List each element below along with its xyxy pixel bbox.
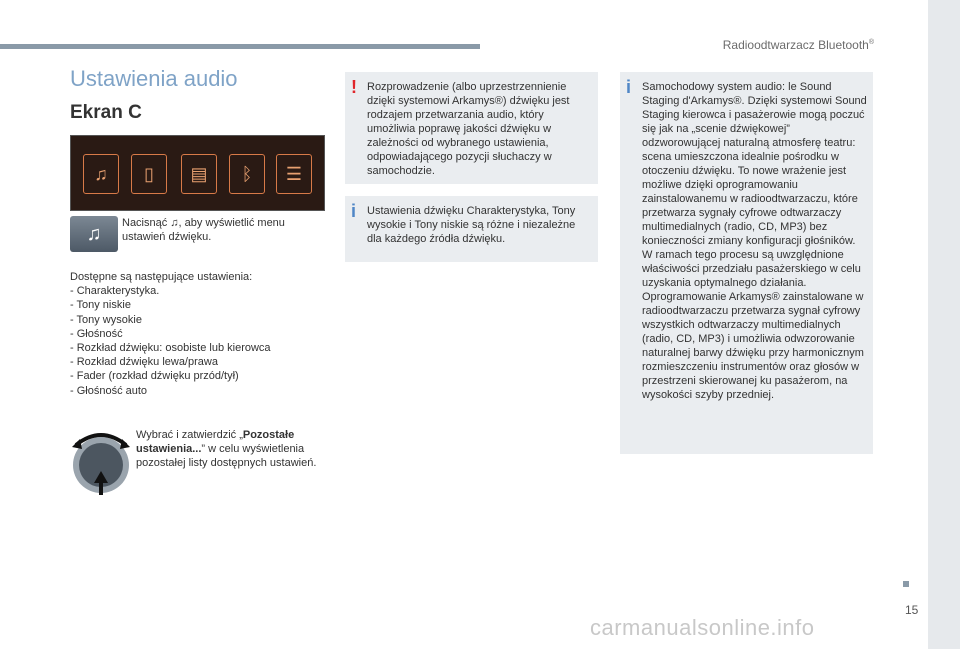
list-item: - Rozkład dźwięku lewa/prawa — [70, 356, 218, 369]
list-item: - Głośność auto — [70, 384, 148, 397]
music-disc-icon: ♫ — [83, 154, 119, 194]
screen-c-illustration — [70, 135, 325, 211]
side-strip — [928, 0, 960, 649]
info-box-1 — [345, 196, 598, 262]
warning-text: Rozprowadzenie (albo uprzestrzennienie dzięki systemowi Arkamys®) dźwięku jest rodzajem przetwarzania audio, który umożliwia poprawę jakości dźwięku w zależności od wybranego ustawienia, odpowiadającego pozycji słuchaczy w samochodzie. — [367, 81, 570, 177]
list-item: - Charakterystyka. — [70, 285, 160, 298]
list-item: - Tony wysokie — [70, 313, 142, 326]
settings-intro: Dostępne są następujące ustawienia: — [70, 271, 253, 283]
phone-icon: ▯ — [131, 154, 167, 194]
music-note-button-icon: ♫ — [70, 216, 118, 252]
list-item: - Rozkład dźwięku: osobiste lub kierowca — [70, 342, 271, 355]
confirm-note: Wybrać i zatwierdzić „Pozostałe ustawienia...” w celu wyświetlenia pozostałej listy dostępnych ustawień. — [136, 429, 317, 469]
warning-box — [345, 72, 598, 184]
info-icon: i — [626, 77, 632, 97]
press-note: Nacisnąć ♫, aby wyświetlić menu ustawień dźwięku. — [122, 217, 285, 243]
info-text-2: Samochodowy system audio: le Sound Staging d'Arkamys®. Dzięki systemowi Sound Staging kierowca i pasażerowie mogą poczuć się jak na „scenie dźwiękowej” odzworowującej naturalną atmosferę teatru: scena umieszczona idealnie pośrodku w otoczeniu dźwięku. To nowe wrażenie jest możliwe dzięki oprogramowaniu zainstalowanemu w radioodtwarzaczu, które przetwarza sygnały cyfrowe odtwarzaczy multimedialnych (radio, CD, MP3) bez konieczności zmiany konfiguracji głośników. W ramach tego procesu są uwzględnione właściwości przedziału pasażerskiego w celu uzyskania optymalnego działania. Oprogramowanie Arkamys® zainstalowane w radioodtwarzaczu przetwarza sygnał cyfrowy wszystkich odtwarzaczy multimedialnych (radio, CD, MP3) i umożliwia odwzorowanie naturalnej barwy dźwięku przy harmonicznym rozmieszczeniu instrumentów oraz głosów w przestrzeni skierowanej ku pasażerom, na wysokości szyby przedniej. — [642, 81, 867, 401]
rotary-knob-icon — [70, 425, 132, 497]
header-title: Radioodtwarzacz Bluetooth® — [722, 38, 874, 52]
top-rule — [0, 44, 480, 49]
watermark: carmanualsonline.info — [590, 615, 815, 640]
media-icon: ▤ — [181, 154, 217, 194]
bluetooth-icon: ᛒ — [229, 154, 265, 194]
equalizer-icon: ☰ — [276, 154, 312, 194]
list-item: - Fader (rozkład dźwięku przód/tył) — [70, 370, 239, 383]
section-subtitle: Ekran C — [70, 102, 142, 123]
info-text-1: Ustawienia dźwięku Charakterystyka, Tony wysokie i Tony niskie są różne i niezależne dla każdego źródła dźwięku. — [367, 205, 576, 245]
info-icon: i — [351, 201, 357, 221]
section-title: Ustawienia audio — [70, 66, 238, 91]
warning-icon: ! — [351, 77, 357, 97]
list-item: - Tony niskie — [70, 299, 131, 312]
continuation-marker — [903, 581, 909, 587]
page-number: 15 — [905, 603, 919, 617]
list-item: - Głośność — [70, 327, 123, 340]
settings-list — [70, 270, 330, 398]
info-box-2 — [620, 72, 873, 454]
